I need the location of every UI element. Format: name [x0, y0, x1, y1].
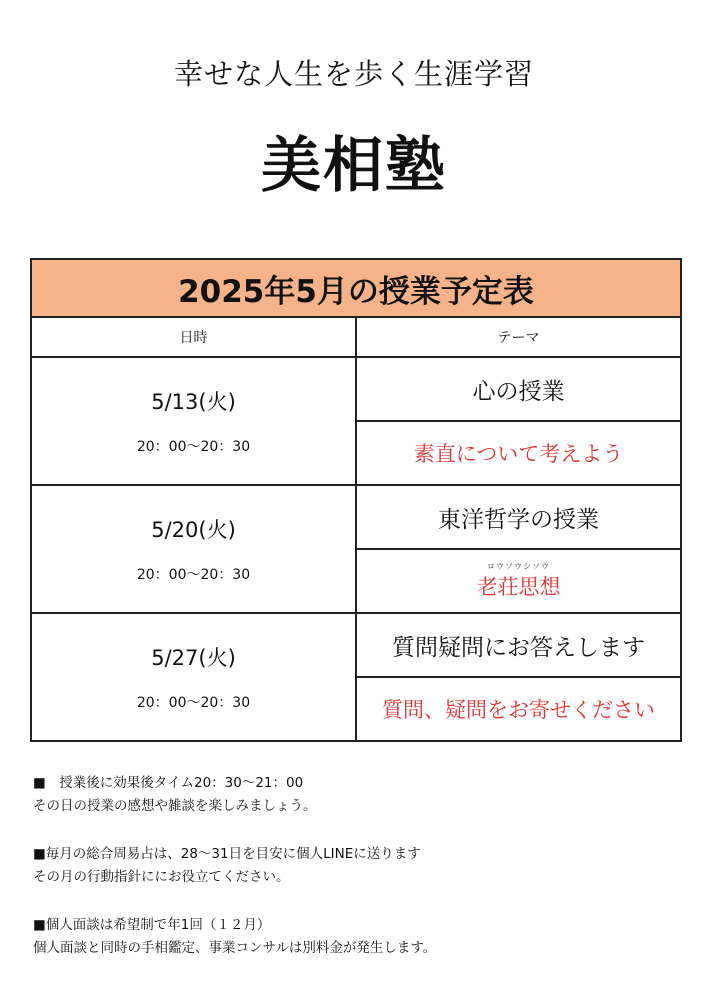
session-time: 20：00〜20：30: [136, 439, 251, 455]
note-heading: ■個人面談は希望制で年1回（１２月）: [33, 917, 271, 933]
session-date-cell: [31, 613, 356, 741]
note-item: [33, 772, 673, 818]
session-topic-cell: [356, 549, 681, 613]
note-detail: その月の行動指針ににお役立てください。: [33, 869, 290, 885]
session-topic: 素直について考えよう: [356, 421, 681, 485]
table-row: [31, 613, 681, 677]
session-date-cell: [31, 485, 356, 613]
notes-section: [33, 772, 673, 985]
session-time: 20：00〜20：30: [136, 567, 251, 583]
table-row: [31, 485, 681, 549]
session-topic: 老荘思想: [476, 575, 561, 599]
note-detail: 個人面談と同時の手相鑑定、事業コンサルは別料金が発生します。: [33, 940, 437, 956]
subtitle: 幸せな人生を歩く生涯学習: [173, 57, 534, 91]
session-topic-ruby: ロウソウシソウ: [487, 562, 550, 571]
column-header-date: 日時: [31, 317, 356, 357]
note-detail: その日の授業の感想や雑談を楽しみましょう。: [33, 798, 317, 814]
schedule-table: [30, 258, 682, 742]
table-row: [31, 357, 681, 421]
session-time: 20：00〜20：30: [136, 695, 251, 711]
session-theme: 東洋哲学の授業: [356, 485, 681, 549]
column-header-theme: テーマ: [356, 317, 681, 357]
session-date: 5/13(火): [151, 390, 236, 414]
schedule-title: 2025年5月の授業予定表: [31, 259, 681, 317]
ruby-group: [477, 563, 561, 598]
session-date: 5/20(火): [151, 518, 236, 542]
session-date-cell: [31, 357, 356, 485]
org-name: 美相塾: [261, 131, 447, 201]
note-item: [33, 914, 673, 960]
note-heading: ■毎月の総合周易占は、28〜31日を目安に個人LINEに送ります: [33, 846, 421, 862]
session-topic: 質問、疑問をお寄せください: [356, 677, 681, 741]
note-item: [33, 843, 673, 889]
session-theme: 質問疑問にお答えします: [356, 613, 681, 677]
note-heading: ■ 授業後に効果後タイム20：30〜21：00: [33, 775, 304, 791]
session-theme: 心の授業: [356, 357, 681, 421]
session-date: 5/27(火): [151, 646, 236, 670]
